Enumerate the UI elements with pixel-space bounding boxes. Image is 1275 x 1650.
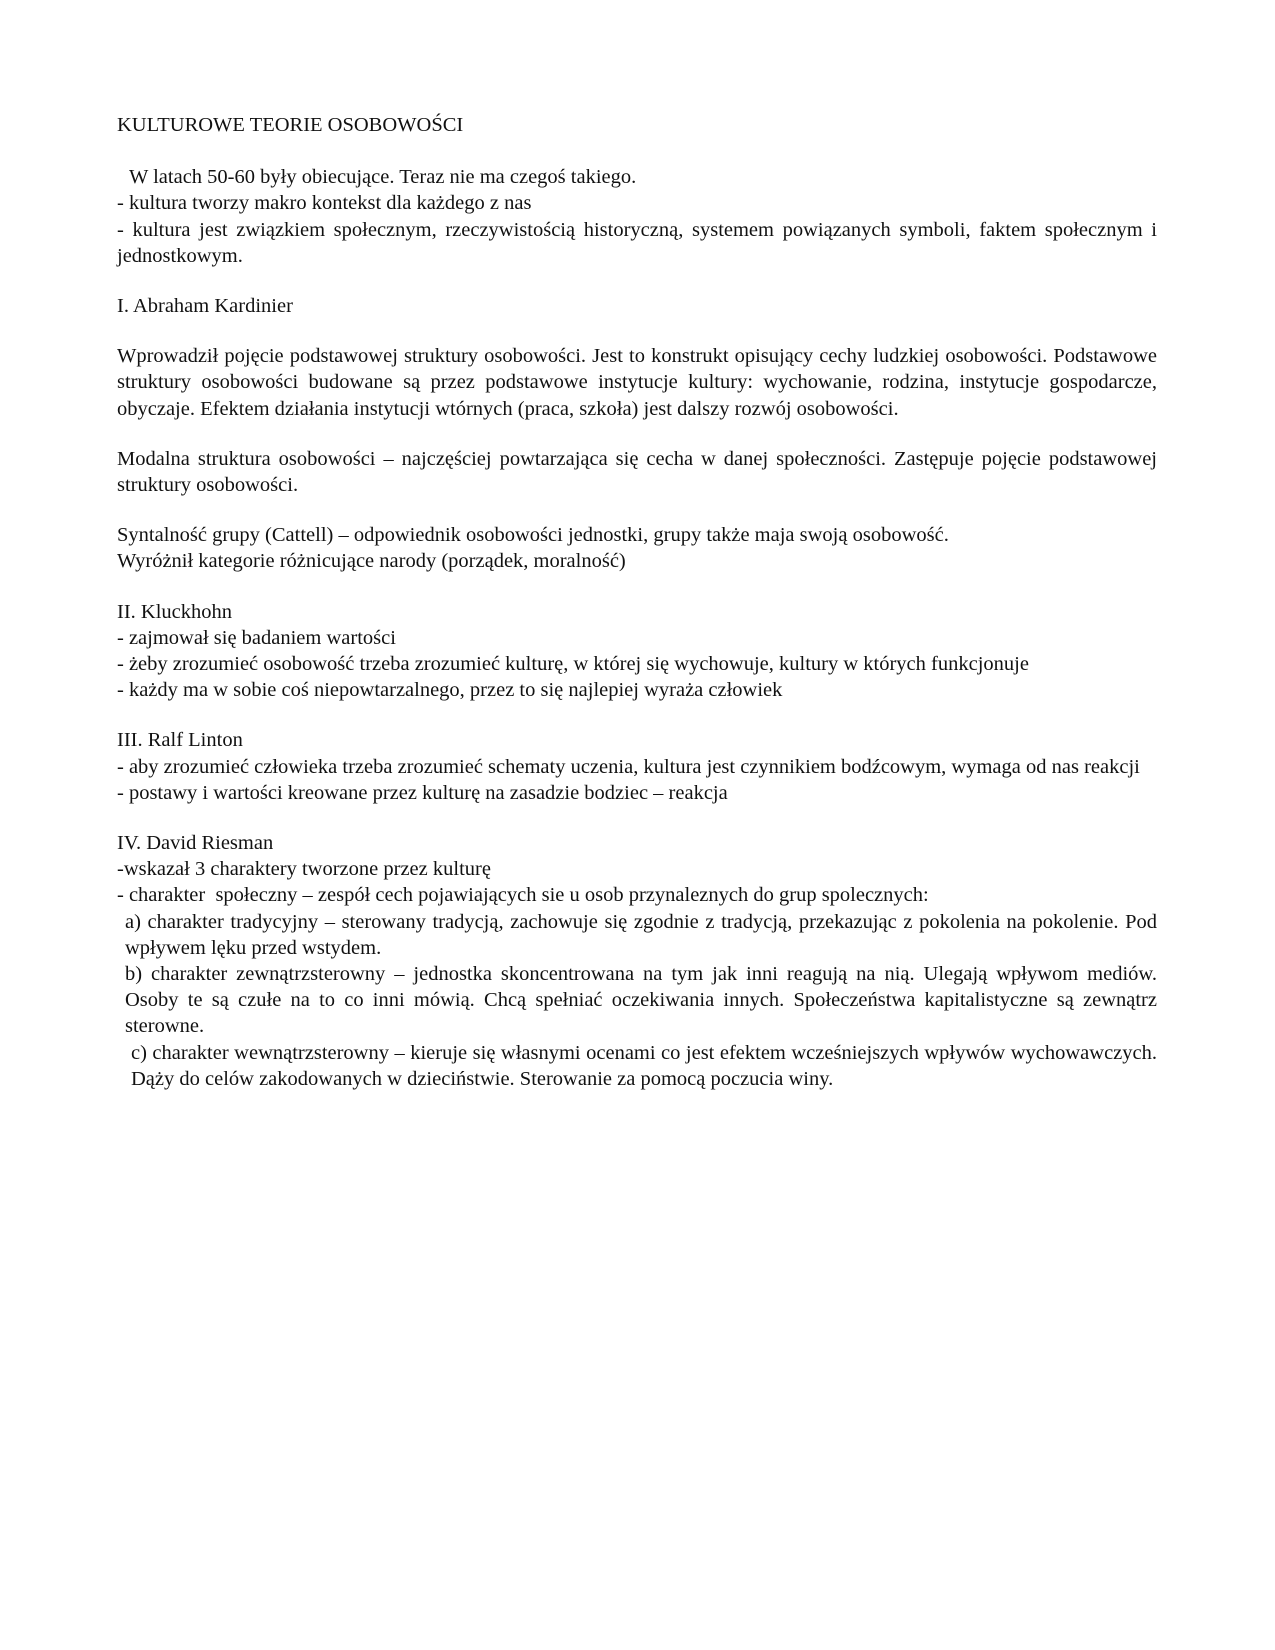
spacer bbox=[117, 138, 1157, 164]
list-item: - aby zrozumieć człowieka trzeba zrozumieć schematy uczenia, kultura jest czynnikiem bodźcowym, wymaga od nas reakcji bbox=[117, 755, 1140, 778]
paragraph-line: Wyróżnił kategorie różnicujące narody (porządek, moralność) bbox=[117, 550, 626, 573]
paragraph: Wprowadził pojęcie podstawowej struktury osobowości. Jest to konstrukt opisujący cechy ludzkiej osobowości. Podstawowe struktury osobowości budowane są przez podstawowe instytucje kultury: wychowanie, rodzina, instytucje gospodarcze, obyczaje. Efektem działania instytucji wtórnych (praca, szkoła) jest dalszy rozwój osobowości. bbox=[117, 345, 1157, 420]
list-item: - charakter społeczny – zespół cech pojawiających sie u osob przynaleznych do grup spolecznych: bbox=[117, 884, 929, 907]
intro-paragraph: - kultura jest związkiem społecznym, rzeczywistością historyczną, systemem powiązanych symboli, faktem społecznym i jednostkowym. bbox=[117, 218, 1157, 267]
intro-line: - kultura tworzy makro kontekst dla każdego z nas bbox=[117, 192, 532, 215]
spacer bbox=[117, 703, 1157, 727]
intro-line: W latach 50-60 były obiecujące. Teraz nie ma czegoś takiego. bbox=[129, 166, 637, 189]
list-item: - każdy ma w sobie coś niepowtarzalnego, przez to się najlepiej wyraża człowiek bbox=[117, 679, 783, 702]
spacer bbox=[117, 806, 1157, 830]
section-heading-riesman: IV. David Riesman bbox=[117, 832, 274, 855]
section-heading-kardinier: I. Abraham Kardinier bbox=[117, 295, 293, 318]
sub-item-traditional: a) charakter tradycyjny – sterowany tradycją, zachowuje się zgodnie z tradycją, przekazując z pokolenia na pokolenie. Pod wpływem lęku przed wstydem. bbox=[125, 910, 1157, 959]
document-page bbox=[117, 112, 1157, 1092]
list-item: - postawy i wartości kreowane przez kulturę na zasadzie bodziec – reakcja bbox=[117, 781, 728, 804]
spacer bbox=[117, 575, 1157, 599]
list-item: -wskazał 3 charaktery tworzone przez kulturę bbox=[117, 858, 491, 881]
section-heading-kluckhohn: II. Kluckhohn bbox=[117, 600, 233, 623]
paragraph: Modalna struktura osobowości – najczęściej powtarzająca się cecha w danej społeczności. Zastępuje pojęcie podstawowej struktury osobowości. bbox=[117, 447, 1157, 497]
section-heading-linton: III. Ralf Linton bbox=[117, 729, 243, 752]
sub-item-other-directed: b) charakter zewnątrzsterowny – jednostka skoncentrowana na tym jak inni reagują na nią. Ulegają wpływom mediów. Osoby te są czułe na to co inni mówią. Chcą spełniać oczekiwania innych. Społeczeństwa kapitalistyczne są zewnątrz sterowne. bbox=[125, 963, 1157, 1038]
sub-item-inner-directed: c) charakter wewnątrzsterowny – kieruje się własnymi ocenami co jest efektem wcześniejszych wpływów wychowawczych. Dąży do celów zakodowanych w dzieciństwie. Sterowanie za pomocą poczucia winy. bbox=[131, 1041, 1157, 1090]
spacer bbox=[117, 422, 1157, 446]
list-item: - żeby zrozumieć osobowość trzeba zrozumieć kulturę, w której się wychowuje, kultury w których funkcjonuje bbox=[117, 653, 1029, 676]
document-title: KULTUROWE TEORIE OSOBOWOŚCI bbox=[117, 114, 464, 136]
spacer bbox=[117, 498, 1157, 522]
list-item: - zajmował się badaniem wartości bbox=[117, 626, 396, 649]
spacer bbox=[117, 269, 1157, 293]
paragraph-line: Syntalność grupy (Cattell) – odpowiednik osobowości jednostki, grupy także maja swoją osobowość. bbox=[117, 524, 949, 547]
spacer bbox=[117, 319, 1157, 343]
